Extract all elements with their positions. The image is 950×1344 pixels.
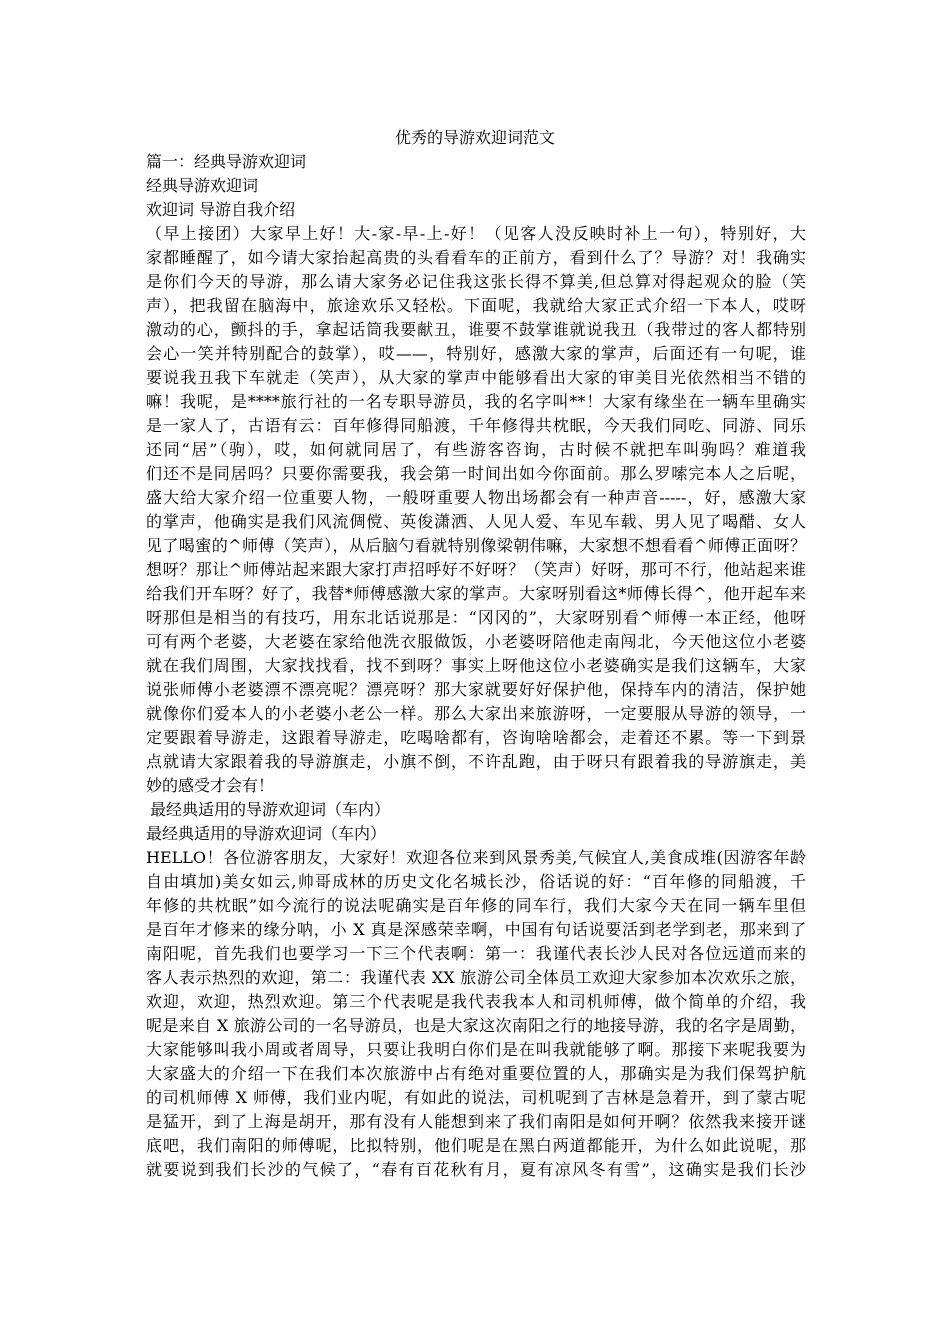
paragraph-2-line: 的司机师傅 X 师傅，我们业内呢，有如此的说法，司机呢到了吉林是急着开，到了蒙古呢 [146,1088,806,1107]
paragraph-1-line: 会心一笑并特别配合的鼓掌），哎——，特别好，感激大家的掌声，后面还有一句呢，谁 [146,344,806,363]
paragraph-1-line: 嘛！我呢，是****旅行社的一名专职导游员，我的名字叫**！大家有缘坐在一辆车里确实 [146,392,806,411]
paragraph-1-line: 可有两个老婆，大老婆在家给他洗衣服做饭，小老婆呀陪他走南闯北，今天他这位小老婆 [146,632,806,651]
paragraph-2-line: 就要说到我们长沙的气候了，“春有百花秋有月，夏有凉风冬有雪”，这确实是我们长沙 [146,1160,806,1179]
paragraph-1-line: 家都睡醒了，如今请大家抬起高贵的头看看车的正前方，看到什么了？导游？对！我确实 [146,248,806,267]
paragraph-2-line: 年修的共枕眠”如今流行的说法呢确实是百年修的同车行，我们大家今天在同一辆车里但 [146,896,806,915]
document-title: 优秀的导游欢迎词范文 [394,128,555,147]
paragraph-1-line: 妙的感受才会有！ [146,776,275,795]
paragraph-1-line: 定要跟着导游走，这跟着导游走，吃喝啥都有，咨询啥啥都会，走着还不累。等一下到景 [146,728,806,747]
paragraph-1-line: 想呀？那让^师傅站起来跟大家打声招呼好不好呀？（笑声）好呀，那可不行，他站起来谁 [146,560,806,579]
paragraph-2-line: 客人表示热烈的欢迎，第二：我谨代表 XX 旅游公司全体员工欢迎大家参加本次欢乐之旅， [146,968,806,987]
paragraph-1-line: 就像你们爱本人的小老婆小老公一样。那么大家出来旅游呀，一定要服从导游的领导，一 [146,704,806,723]
paragraph-1-line: 要说我丑我下车就走（笑声），从大家的掌声中能够看出大家的审美目光依然相当不错的 [146,368,806,387]
heading-4: 最经典适用的导游欢迎词（车内） [150,800,391,819]
paragraph-1-line: 的掌声，他确实是我们风流倜傥、英俊潇洒、人见人爱、车见车载、男人见了喝醋、女人 [146,512,806,531]
heading-2: 经典导游欢迎词 [146,176,259,195]
paragraph-1-line: 给我们开车呀？好了，我替*师傅感激大家的掌声。大家呀别看这*师傅长得^，他开起车来 [146,584,806,603]
paragraph-1-line: 盛大给大家介绍一位重要人物，一般呀重要人物出场都会有一种声音-----，好，感激大家 [146,488,806,507]
paragraph-1-line: 说张师傅小老婆漂不漂亮呢？漂亮呀？那大家就要好好保护他，保持车内的清洁，保护她 [146,680,806,699]
paragraph-1-line: 声），把我留在脑海中，旅途欢乐又轻松。下面呢，我就给大家正式介绍一下本人，哎呀 [146,296,806,315]
paragraph-2-line: 底吧，我们南阳的师傅呢，比拟特别，他们呢是在黑白两道都能开，为什么如此说呢，那 [146,1136,806,1155]
paragraph-2-line: HELLO！各位游客朋友，大家好！欢迎各位来到风景秀美,气候宜人,美食成堆(因游客年龄 [146,848,806,867]
paragraph-1-line: （早上接团）大家早上好！大-家-早-上-好！（见客人没反映时补上一句），特别好，大 [146,224,806,243]
paragraph-2-line: 欢迎，欢迎，热烈欢迎。第三个代表呢是我代表我本人和司机师傅，做个简单的介绍，我 [146,992,806,1011]
paragraph-2-line: 是猛开，到了上海是胡开，那有没有人能想到来了我们南阳是如何开啊？依然我来接开谜 [146,1112,806,1131]
paragraph-2-line: 呢是来自 X 旅游公司的一名导游员，也是大家这次南阳之行的地接导游，我的名字是周勤， [146,1016,806,1035]
paragraph-1-line: 还同“居”（驹），哎，如何就同居了，有些游客咨询，古时候不就把车叫驹吗？难道我 [146,440,806,459]
heading-1: 篇一：经典导游欢迎词 [146,152,307,171]
paragraph-1-line: 见了喝蜜的^师傅（笑声），从后脑勺看就特别像梁朝伟嘛，大家想不想看看^师傅正面呀？ [146,536,806,555]
paragraph-2-line: 大家能够叫我小周或者周导，只要让我明白你们是在叫我就能够了啊。那接下来呢我要为 [146,1040,806,1059]
paragraph-2-line: 南阳呢，首先我们也要学习一下三个代表啊：第一：我谨代表长沙人民对各位远道而来的 [146,944,806,963]
paragraph-1-line: 点就请大家跟着我的导游旗走，小旗不倒，不许乱跑，由于呀只有跟着我的导游旗走，美 [146,752,806,771]
heading-3: 欢迎词 导游自我介绍 [146,200,296,219]
paragraph-1-line: 是你们今天的导游，那么请大家务必记住我这张长得不算美,但总算对得起观众的脸（笑 [146,272,806,291]
paragraph-2-line: 自由填加)美女如云,帅哥成林的历史文化名城长沙，俗话说的好：“百年修的同船渡，千 [146,872,806,891]
paragraph-2-line: 是百年才修来的缘分呐，小 X 真是深感荣幸啊，中国有句话说要活到老学到老，那来到了 [146,920,806,939]
heading-5: 最经典适用的导游欢迎词（车内） [146,824,387,843]
paragraph-1-line: 是一家人了，古语有云：百年修得同船渡，千年修得共枕眠，今天我们同吃、同游、同乐 [146,416,806,435]
paragraph-2-line: 大家盛大的介绍一下在我们本次旅游中占有绝对重要位置的人，那确实是为我们保驾护航 [146,1064,806,1083]
paragraph-1-line: 呀那但是相当的有技巧，用东北话说那是：“冈冈的”，大家呀别看^师傅一本正经，他呀 [146,608,806,627]
paragraph-1-line: 们还不是同居吗？只要你需要我，我会第一时间出如今你面前。那么罗嗦完本人之后呢， [146,464,806,483]
paragraph-1-line: 激动的心，颤抖的手，拿起话筒我要献丑，谁要不鼓掌谁就说我丑（我带过的客人都特别 [146,320,806,339]
paragraph-1-line: 就在我们周围，大家找找看，找不到呀？事实上呀他这位小老婆确实是我们这辆车，大家 [146,656,806,675]
